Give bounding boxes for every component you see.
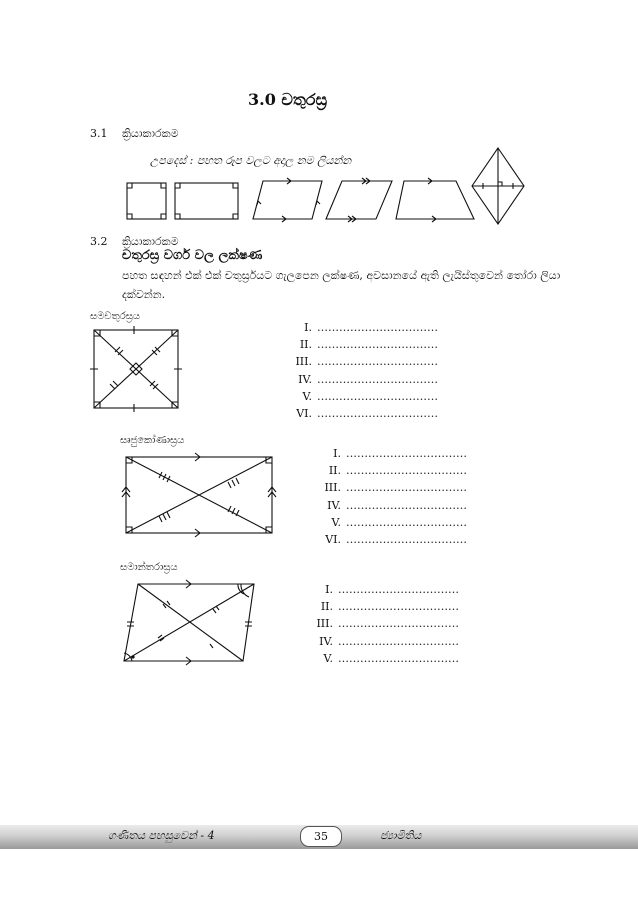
answer-line: III. …………………………… [316, 617, 459, 631]
answer-line: IV. …………………………… [319, 634, 459, 648]
footer-chapter: ජ්‍යාමිතිය [380, 829, 422, 842]
answer-line: V. …………………………… [331, 515, 467, 529]
answer-line: I. …………………………… [333, 447, 467, 460]
answer-line: IV. …………………………… [327, 498, 467, 512]
shape-name-square: සමචතුරස්‍රය [90, 311, 141, 322]
answer-line: VI. …………………………… [296, 407, 438, 421]
answer-line: VI. …………………………… [325, 533, 467, 547]
answer-line: II. …………………………… [299, 338, 438, 352]
footer-book-title: ගණිතය පහසුවෙන් - 4 [108, 829, 215, 842]
answer-line: V. …………………………… [302, 389, 438, 403]
section-number: 3.2 [90, 235, 108, 248]
parallelogram-answer-lines [305, 581, 459, 667]
answer-line: IV. …………………………… [298, 372, 438, 386]
section-title: ක්‍රියාකාරකම [122, 127, 179, 140]
answer-line: III. …………………………… [324, 481, 467, 495]
answer-line: I. …………………………… [304, 321, 438, 334]
shape-name-rectangle: සෘජුකෝණාස්‍රය [120, 435, 185, 446]
section-heading: චතුරස්‍ර වර්ග වල ලක්ෂණ [122, 248, 263, 263]
instruction-paragraph: පහත සඳහන් එක් එක් චතුර්ස්‍රයට ගැලපෙන ලක්ෂණ, අවසානයේ ඇති ලැයිස්තුවෙන් තෝරා ලියා දක්වන්න. [122, 269, 561, 301]
section-number: 3.1 [90, 127, 108, 140]
page-number: 35 [300, 826, 342, 847]
answer-line: I. …………………………… [325, 583, 459, 596]
answer-line: III. …………………………… [295, 355, 438, 369]
shape-name-parallelogram: සමාන්තරාස්‍රය [120, 562, 178, 573]
answer-line: II. …………………………… [328, 464, 467, 478]
answer-line: V. …………………………… [323, 651, 459, 665]
section-title: ක්‍රියාකාරකම [122, 235, 179, 248]
answer-line: II. …………………………… [320, 600, 459, 614]
page-title: 3.0 චතුරස්‍ර [248, 90, 328, 109]
instruction-text: උපදෙස් : පහත රූප වලට අදාල නම ලියන්න [150, 154, 352, 167]
